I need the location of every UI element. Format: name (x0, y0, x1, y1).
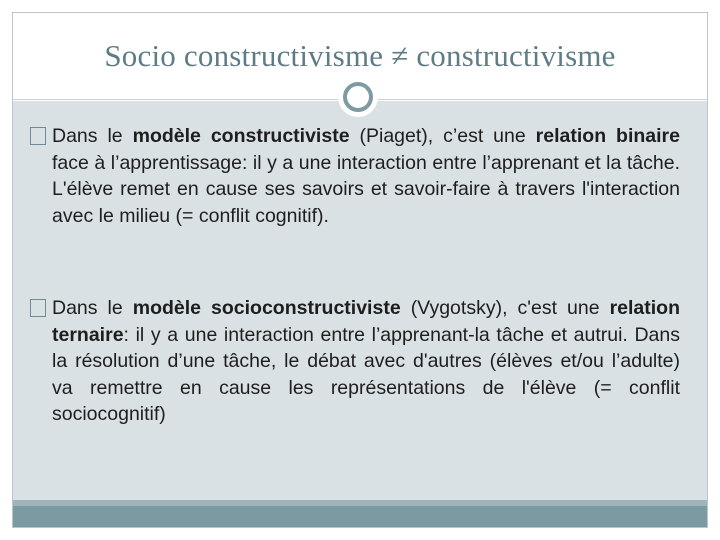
bold-term: modèle constructiviste (132, 125, 350, 147)
bullet-text (52, 295, 680, 428)
bullet-item-socioconstructivism (30, 295, 680, 428)
bold-term: relation binaire (535, 125, 680, 147)
ring-icon (343, 82, 373, 112)
text-run: Dans le (52, 125, 133, 147)
bold-term: modèle socioconstructiviste (132, 297, 401, 319)
footer-band-highlight (13, 500, 707, 506)
circle-ornament-icon (338, 77, 378, 117)
text-run: (Vygotsky), c'est une (400, 297, 610, 319)
bullet-text (52, 123, 680, 229)
text-run: face à l’apprentissage: il y a une interaction entre l’apprenant et la tâche. L'élève remet en cause ses savoirs et savoir-faire à travers l'interaction avec le milieu (= conflit cognitif). (52, 151, 680, 227)
bold-term: relation ternaire (52, 297, 680, 346)
slide-title: Socio constructivisme ≠ constructivisme (104, 38, 616, 73)
text-run: (Piaget), c’est une (349, 125, 536, 147)
checkbox-icon (30, 299, 46, 317)
text-run: : il y a une interaction entre l’apprenant-la tâche et autrui. Dans la résolution d’une tâche, le débat avec d'autres (élèves et/ou l’adulte) va remettre en cause les représentations de l'élève (= conflit sociocognitif) (52, 323, 680, 425)
bullet-item-constructivism (30, 123, 680, 229)
checkbox-icon (30, 127, 46, 145)
text-run: Dans le (52, 297, 133, 319)
